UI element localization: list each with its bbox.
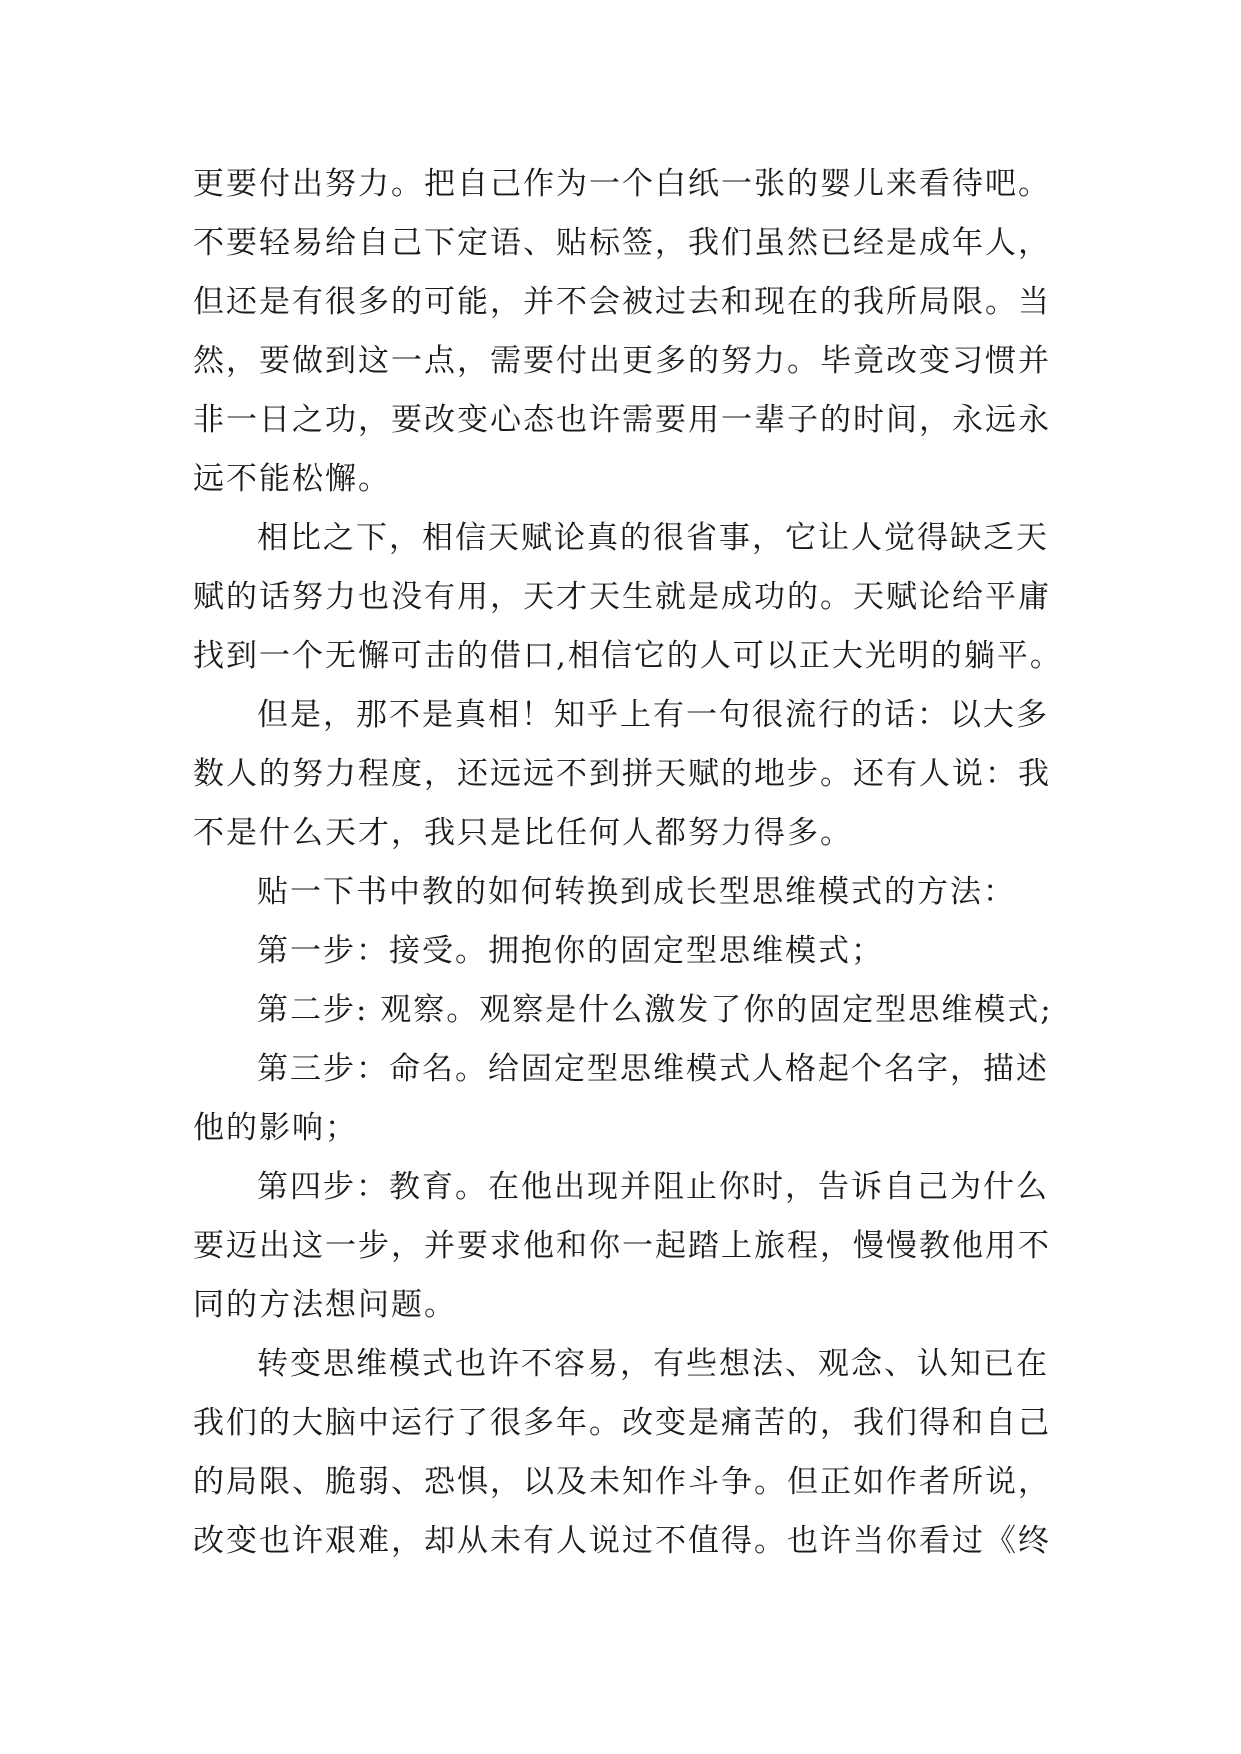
paragraph-first-line: 相比之下，相信天赋论真的很省事，它让人觉得缺乏天 [257, 520, 1049, 556]
paragraph-first-line: 转变思维模式也许不容易，有些想法、观念、认知已在 [257, 1346, 1049, 1382]
text-line: 不要轻易给自己下定语、贴标签，我们虽然已经是成年人， [193, 225, 1051, 261]
text-line: 赋的话努力也没有用，天才天生就是成功的。天赋论给平庸 [193, 579, 1051, 615]
step-line: 第四步：教育。在他出现并阻止你时，告诉自己为什么 [257, 1169, 1049, 1205]
text-line: 要迈出这一步，并要求他和你一起踏上旅程，慢慢教他用不 [193, 1228, 1051, 1264]
step-line: 第二步: 观察。观察是什么激发了你的固定型思维模式; [257, 992, 1053, 1028]
document-body [193, 155, 1063, 1571]
step-line: 第一步：接受。拥抱你的固定型思维模式； [257, 933, 884, 969]
text-line: 不是什么天才，我只是比任何人都努力得多。 [193, 815, 853, 851]
text-line: 数人的努力程度，还远远不到拼天赋的地步。还有人说：我 [193, 756, 1051, 792]
text-line: 非一日之功，要改变心态也许需要用一辈子的时间，永远永 [193, 402, 1051, 438]
text-line: 的局限、脆弱、恐惧，以及未知作斗争。但正如作者所说， [193, 1464, 1051, 1500]
text-line: 远不能松懈。 [193, 461, 391, 497]
text-line: 更要付出努力。把自己作为一个白纸一张的婴儿来看待吧。 [193, 166, 1051, 202]
paragraph-first-line: 贴一下书中教的如何转换到成长型思维模式的方法： [257, 874, 1016, 910]
paragraph-first-line: 但是，那不是真相！知乎上有一句很流行的话：以大多 [257, 697, 1049, 733]
step-line: 第三步：命名。给固定型思维模式人格起个名字，描述 [257, 1051, 1049, 1087]
text-line: 同的方法想问题。 [193, 1287, 457, 1323]
text-line: 找到一个无懈可击的借口,相信它的人可以正大光明的躺平。 [193, 638, 1063, 674]
text-line: 改变也许艰难，却从未有人说过不值得。也许当你看过《终 [193, 1523, 1051, 1559]
text-line: 他的影响； [193, 1110, 358, 1146]
text-line: 我们的大脑中运行了很多年。改变是痛苦的，我们得和自己 [193, 1405, 1051, 1441]
text-line: 但还是有很多的可能，并不会被过去和现在的我所局限。当 [193, 284, 1051, 320]
text-line: 然，要做到这一点，需要付出更多的努力。毕竟改变习惯并 [193, 343, 1051, 379]
